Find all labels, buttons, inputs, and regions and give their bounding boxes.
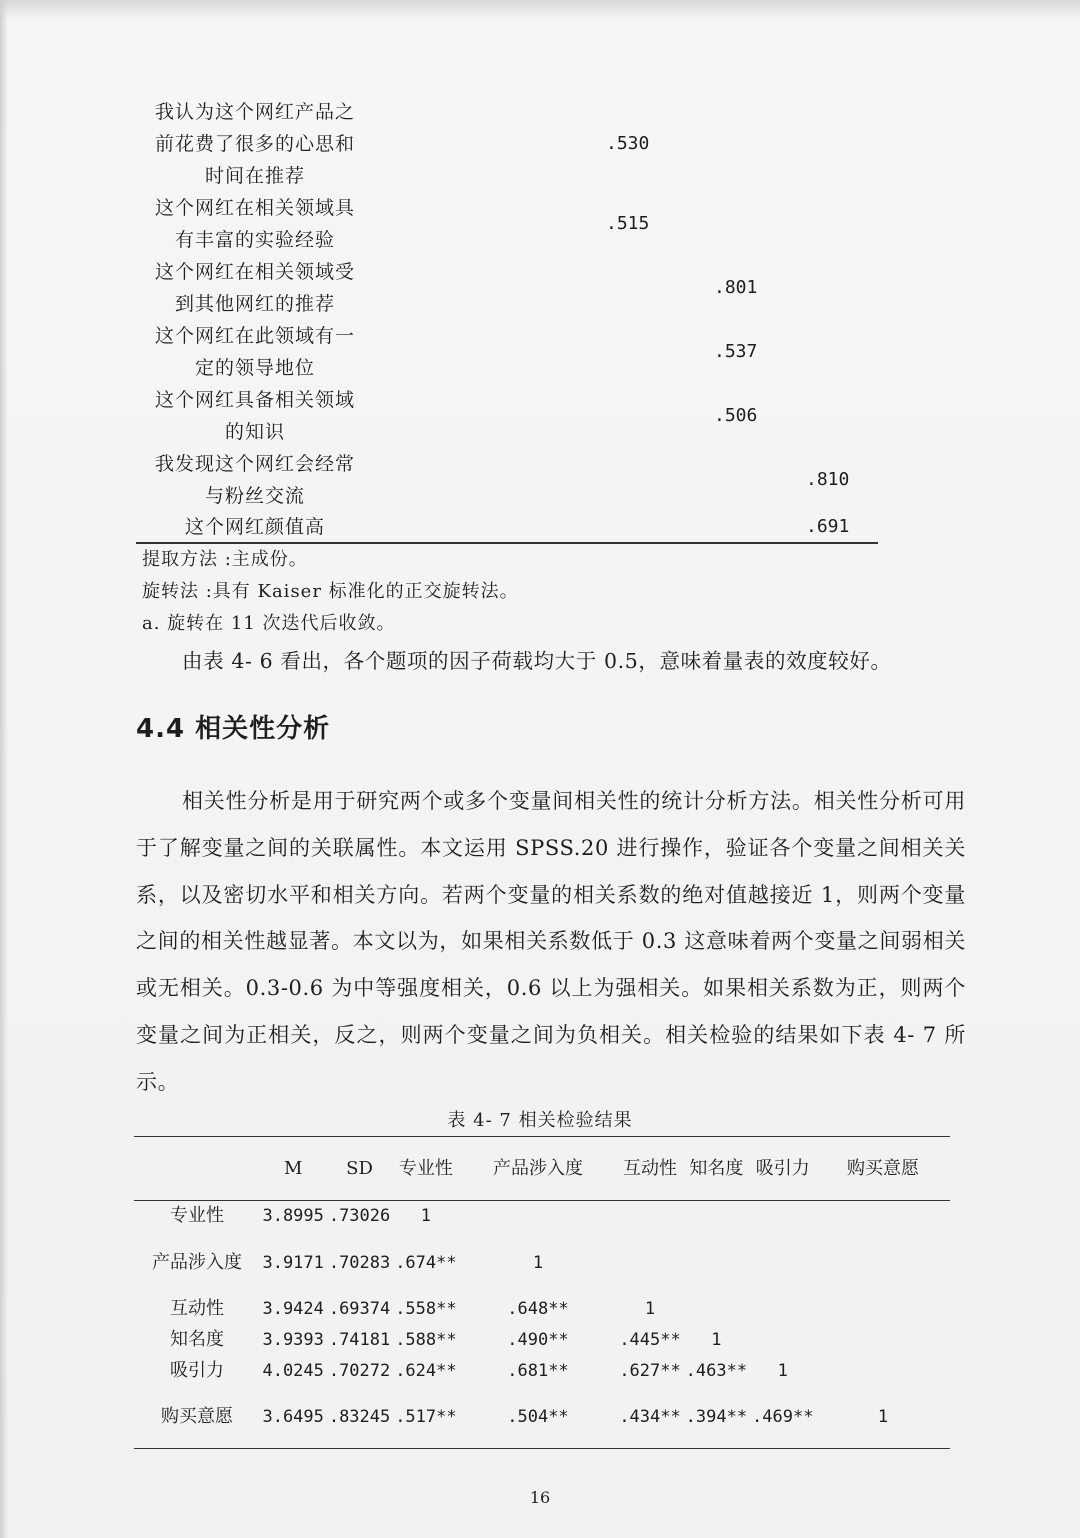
label-line: 有丰富的实验经验: [174, 229, 335, 251]
header-cell: [134, 1137, 260, 1201]
table-cell: [750, 1325, 816, 1356]
table-cell: .627**: [619, 1361, 681, 1381]
table-row: [134, 1325, 950, 1356]
table-cell: [750, 1201, 816, 1232]
page-number: 16: [529, 1488, 551, 1507]
label-line: 我认为这个网红产品之: [154, 101, 355, 123]
factor-item-label: [130, 96, 380, 192]
label-line: 到其他网红的推荐: [174, 293, 335, 315]
table-cell: .490**: [507, 1330, 569, 1350]
table-row: [134, 1201, 950, 1232]
row-label: 产品涉入度: [152, 1251, 242, 1273]
table-cell: 3.9393: [262, 1330, 324, 1350]
header-cell: SD: [326, 1137, 392, 1201]
table-cell: [459, 1201, 617, 1232]
table-cell: .517**: [393, 1387, 459, 1449]
label-line: 我发现这个网红会经常: [154, 453, 355, 475]
label-line: 前花费了很多的心思和: [154, 133, 355, 155]
row-label: 专业性: [170, 1205, 224, 1227]
header-cell: 吸引力: [750, 1137, 816, 1201]
table-cell: [816, 1356, 950, 1387]
factor-loading: .515: [606, 213, 650, 234]
factor-loading: .801: [714, 277, 758, 298]
table-cell: [617, 1201, 683, 1232]
table-cell: .558**: [395, 1299, 457, 1319]
table-cell: .624**: [395, 1361, 457, 1381]
table-header-row: [134, 1137, 950, 1201]
label-line: 这个网红具备相关领域: [154, 389, 355, 411]
table-cell: [683, 1232, 749, 1294]
note-rotation: 旋转法 :具有 Kaiser 标准化的正交旋转法。: [142, 581, 519, 602]
factor-loading: .537: [714, 341, 758, 362]
table-row: [134, 1294, 950, 1325]
factor-item-label: [130, 448, 380, 512]
row-label: 互动性: [170, 1298, 224, 1319]
table-cell: 1: [532, 1252, 544, 1273]
table-cell: [750, 1294, 816, 1325]
section-heading: 4.4 相关性分析: [136, 714, 331, 744]
table-cell: .74181: [328, 1330, 391, 1350]
summary-sentence: 由表 4- 6 看出，各个题项的因子荷载均大于 0.5，意味着量表的效度较好。: [182, 649, 892, 673]
factor-loading: .810: [806, 469, 850, 490]
factor-item-label: [130, 511, 380, 543]
table-cell: .648**: [507, 1299, 569, 1319]
table-cell: 1: [644, 1299, 656, 1319]
table-cell: .70272: [328, 1361, 391, 1381]
scan-shadow-top: [0, 0, 1080, 20]
table-cell: [816, 1325, 950, 1356]
table-cell: .69374: [328, 1299, 391, 1319]
table-cell: [683, 1294, 749, 1325]
correlation-table: [134, 1136, 950, 1449]
header-cell: 互动性: [617, 1137, 683, 1201]
header-cell: 产品涉入度: [459, 1137, 617, 1201]
table-caption: 表 4- 7 相关检验结果: [447, 1110, 633, 1131]
table-cell: 1: [816, 1387, 950, 1449]
table-cell: .70283: [328, 1252, 391, 1273]
label-line: 与粉丝交流: [204, 485, 305, 507]
scan-shadow-left: [0, 0, 8, 1538]
factor-loading: .691: [806, 516, 850, 537]
note-converge: a. 旋转在 11 次迭代后收敛。: [142, 613, 396, 634]
table-cell: .504**: [459, 1387, 617, 1449]
table-cell: .434**: [617, 1387, 683, 1449]
label-line: 这个网红在相关领域具: [154, 197, 355, 219]
table-cell: .469**: [750, 1387, 816, 1449]
header-cell: 专业性: [393, 1137, 459, 1201]
table-cell: .588**: [395, 1330, 457, 1350]
body-paragraph: 相关性分析是用于研究两个或多个变量间相关性的统计分析方法。相关性分析可用于了解变量之间的关联属性。本文运用 SPSS.20 进行操作，验证各个变量之间相关关系，以及密切水平和相关方向。若两个变量的相关系数的绝对值越接近 1，则两个变量之间的相关性越显著。本文以为，如果相关系数低于 0.3 这意味着两个变量之间弱相关或无相关。0.3-0.6 为中等强度相关，0.6 以上为强相关。如果相关系数为正，则两个变量之间为正相关，反之，则两个变量之间为负相关。相关检验的结果如下表 4- 7 所示。: [136, 789, 966, 1094]
table-row: [134, 1387, 950, 1449]
table-cell: [816, 1201, 950, 1232]
factor-item-label: [130, 256, 380, 320]
factor-item-label: [130, 384, 380, 448]
table-cell: 1: [420, 1206, 432, 1227]
label-line: 这个网红颜值高: [184, 516, 325, 538]
table-cell: 3.8995: [262, 1206, 324, 1227]
factor-loading: .506: [714, 405, 758, 426]
table-cell: .674**: [395, 1252, 457, 1273]
label-line: 时间在推荐: [204, 165, 305, 187]
factor-item-label: [130, 320, 380, 384]
table-cell: 3.9171: [262, 1252, 324, 1273]
table-cell: 1: [777, 1361, 788, 1381]
table-row: [134, 1232, 950, 1294]
table-cell: .681**: [507, 1361, 569, 1381]
table-cell: .463**: [685, 1361, 748, 1381]
table-cell: [750, 1232, 816, 1294]
row-label: 购买意愿: [134, 1387, 260, 1449]
table-cell: .73026: [328, 1206, 391, 1227]
table-cell: [816, 1232, 950, 1294]
label-line: 定的领导地位: [194, 357, 315, 379]
table-row: [134, 1356, 950, 1387]
label-line: 这个网红在此领域有一: [154, 325, 355, 347]
table-cell: .445**: [619, 1330, 681, 1350]
row-label: 知名度: [170, 1329, 224, 1350]
table-cell: 3.9424: [262, 1299, 324, 1319]
table-cell: 3.6495: [260, 1387, 326, 1449]
factor-loading: .530: [606, 133, 650, 154]
label-line: 这个网红在相关领域受: [154, 261, 355, 283]
row-label: 吸引力: [170, 1360, 224, 1381]
table-cell: 1: [711, 1330, 722, 1350]
header-cell: 购买意愿: [816, 1137, 950, 1201]
table-cell: .83245: [326, 1387, 392, 1449]
table-cell: [617, 1232, 683, 1294]
table-cell: [683, 1201, 749, 1232]
header-cell: 知名度: [683, 1137, 749, 1201]
header-cell: M: [260, 1137, 326, 1201]
table-cell: [816, 1294, 950, 1325]
label-line: 的知识: [224, 421, 285, 443]
table-cell: 4.0245: [262, 1361, 324, 1381]
table-cell: .394**: [683, 1387, 749, 1449]
factor-item-label: [130, 192, 380, 256]
note-extraction: 提取方法 :主成份。: [142, 549, 308, 570]
